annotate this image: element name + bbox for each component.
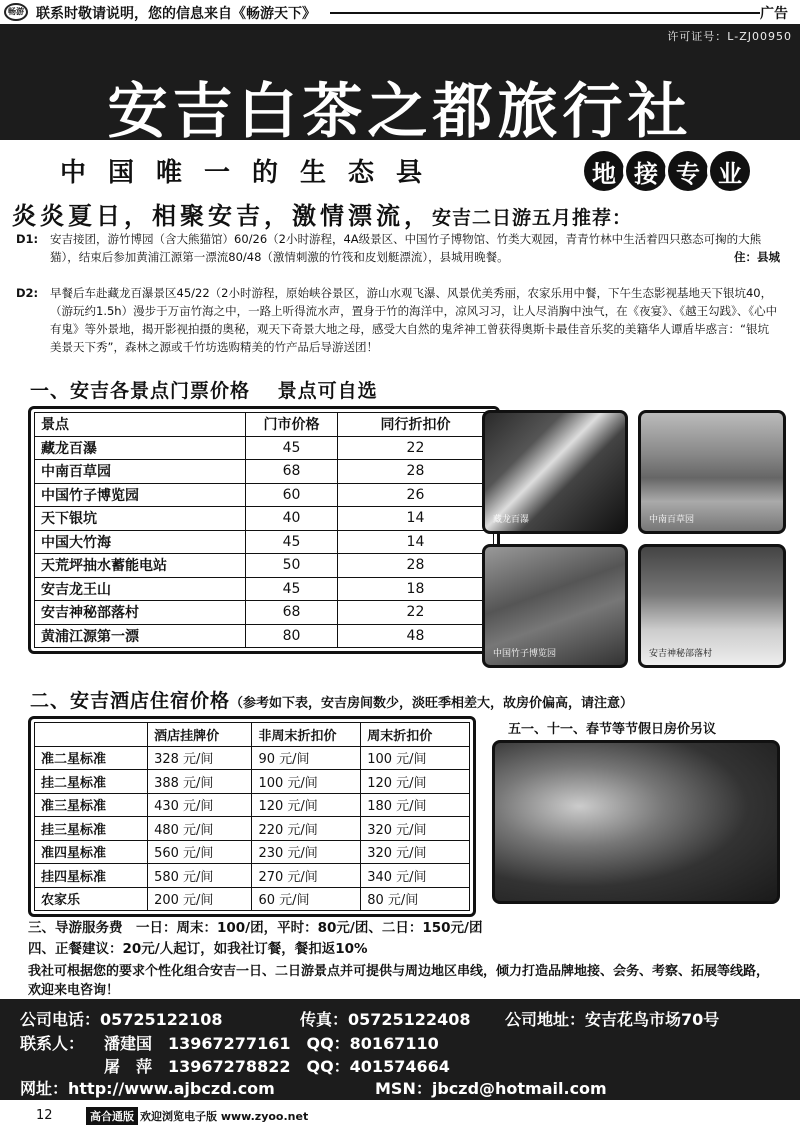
section2-note: （参考如下表，安吉房间数少，淡旺季相差大，故房价偏高，请注意） (230, 696, 634, 711)
price-cell: 200 元/间 (148, 887, 252, 911)
day2-text: 早餐后车赴藏龙百瀑景区45/22（2小时游程，原始峡谷景区，游山水观飞瀑、风景优美秀丽，农家乐用中餐，下午生态影视基地天下银坑40，（游玩约1.5h）漫步于万亩竹海之中，一路上听得流水声，置身于竹的海洋中，凉风习习，让人尽消胸中浊气，在《夜宴》、《越王勾践》、《心中有鬼》等外景地，揭开影视拍摄的奥秘，观天下奇景大地之母，感受大自然的鬼斧神工曾获得奥斯卡最佳音乐奖的美籍华人谭盾毕惑言：“银坑美景天下秀”，森林之源或千竹坊选购精美的竹产品后导游送团！ (50, 286, 778, 354)
column-header: 周末折扣价 (361, 723, 470, 747)
price-cell: 100 元/间 (252, 770, 361, 794)
price-cell: 80 (246, 624, 338, 648)
price-cell: 120 元/间 (252, 793, 361, 817)
hotel-price-table (28, 716, 476, 917)
rafting-photo (492, 740, 780, 904)
price-cell: 320 元/间 (361, 840, 470, 864)
price-cell: 388 元/间 (148, 770, 252, 794)
price-cell: 328 元/间 (148, 746, 252, 770)
day1-stay: 住：县城 (734, 250, 780, 264)
price-cell: 480 元/间 (148, 817, 252, 841)
row-label: 中国竹子博览园 (35, 483, 246, 507)
price-cell: 28 (337, 554, 493, 578)
price-cell: 18 (337, 577, 493, 601)
source-note: 联系时敬请说明，您的信息来自《畅游天下》 (36, 6, 316, 22)
price-cell: 120 元/间 (361, 770, 470, 794)
headline-sub: 安吉二日游五月推荐： (432, 207, 633, 229)
row-label: 准四星标准 (35, 840, 148, 864)
price-cell: 45 (246, 530, 338, 554)
headline-main: 炎炎夏日，相聚安吉，激情漂流， (12, 201, 432, 230)
table-row (35, 746, 470, 770)
row-label: 挂二星标准 (35, 770, 148, 794)
divider (330, 12, 760, 14)
price-cell: 68 (246, 601, 338, 625)
row-label: 挂四星标准 (35, 864, 148, 888)
price-cell: 28 (337, 460, 493, 484)
row-label: 天荒坪抽水蓄能电站 (35, 554, 246, 578)
section2-title: 二、安吉酒店住宿价格 (30, 690, 231, 712)
day2-itinerary (16, 284, 780, 356)
scenic-photo (638, 410, 786, 534)
contact-person-2: 屠 萍 13967278822 QQ：401574664 (104, 1057, 450, 1076)
day1-text: 安吉接团，游竹博园（含大熊猫馆）60/26（2小时游程，4A级景区、中国竹子博物馆、竹类大观园，青青竹林中生活着四只憨态可掬的大熊猫），结束后参加黄浦江源第一漂流80/48（激情刺激的竹筏和皮划艇漂流），县城用晚餐。 (50, 232, 762, 264)
table-row (35, 436, 494, 460)
row-label: 准二星标准 (35, 746, 148, 770)
price-cell: 40 (246, 507, 338, 531)
row-label: 农家乐 (35, 887, 148, 911)
price-cell: 60 (246, 483, 338, 507)
price-cell: 180 元/间 (361, 793, 470, 817)
table-row (35, 770, 470, 794)
agency-title: 安吉白茶之都旅行社 (107, 77, 693, 147)
license-number: 许可证号：L-ZJ00950 (667, 30, 792, 43)
column-header: 酒店挂牌价 (148, 723, 252, 747)
ebook-ad: 欢迎浏览电子版 www.zyoo.net (140, 1110, 309, 1123)
table-row (35, 601, 494, 625)
row-label: 黄浦江源第一漂 (35, 624, 246, 648)
day-label: D1: (16, 232, 39, 246)
price-cell: 90 元/间 (252, 746, 361, 770)
price-cell: 48 (337, 624, 493, 648)
price-cell: 430 元/间 (148, 793, 252, 817)
column-header: 同行折扣价 (337, 413, 493, 437)
row-label: 中国大竹海 (35, 530, 246, 554)
table-row (35, 554, 494, 578)
row-label: 安吉龙王山 (35, 577, 246, 601)
badge-char: 接 (623, 148, 669, 194)
ticket-price-table (28, 406, 500, 654)
price-cell: 45 (246, 436, 338, 460)
table-row (35, 507, 494, 531)
price-cell: 560 元/间 (148, 840, 252, 864)
page-number: 12 (36, 1108, 53, 1123)
column-header: 非周末折扣价 (252, 723, 361, 747)
magazine-logo: 畅游 (4, 3, 28, 21)
scenic-photo (638, 544, 786, 668)
section1-title: 一、安吉各景点门票价格 景点可自选 (30, 380, 378, 402)
contact-label: 联系人： (20, 1034, 85, 1053)
price-cell: 320 元/间 (361, 817, 470, 841)
table-row (35, 577, 494, 601)
price-cell: 50 (246, 554, 338, 578)
fax: 传真：05725122408 (300, 1010, 471, 1029)
contact-band (0, 999, 800, 1100)
section2-heading (30, 686, 633, 713)
slogan: 中国唯一的生态县 (60, 158, 445, 188)
row-label: 安吉神秘部落村 (35, 601, 246, 625)
price-cell: 22 (337, 601, 493, 625)
column-header (35, 723, 148, 747)
table-row (35, 887, 470, 911)
row-label: 挂三星标准 (35, 817, 148, 841)
column-header: 景点 (35, 413, 246, 437)
price-cell: 580 元/间 (148, 864, 252, 888)
photo-caption: 中南百草园 (649, 515, 695, 525)
table-row (35, 864, 470, 888)
table-row (35, 840, 470, 864)
price-cell: 220 元/间 (252, 817, 361, 841)
table-row (35, 817, 470, 841)
scenic-photo (482, 410, 628, 534)
price-cell: 340 元/间 (361, 864, 470, 888)
price-cell: 60 元/间 (252, 887, 361, 911)
column-header: 门市价格 (246, 413, 338, 437)
table-row (35, 793, 470, 817)
row-label: 藏龙百瀑 (35, 436, 246, 460)
price-cell: 45 (246, 577, 338, 601)
table-row (35, 460, 494, 484)
badge-char: 专 (665, 148, 711, 194)
day-label: D2: (16, 286, 39, 300)
price-cell: 100 元/间 (361, 746, 470, 770)
price-cell: 22 (337, 436, 493, 460)
price-cell: 68 (246, 460, 338, 484)
scenic-photo (482, 544, 628, 668)
local-specialist-badge (585, 148, 753, 194)
top-bar (0, 0, 800, 24)
contact-person-1: 潘建国 13967277161 QQ：80167110 (104, 1034, 439, 1053)
msn[interactable]: MSN：jbczd@hotmail.com (375, 1079, 607, 1098)
price-cell: 14 (337, 530, 493, 554)
badge-char: 业 (707, 148, 753, 194)
table-row (35, 624, 494, 648)
header-band (0, 24, 800, 147)
price-cell: 270 元/间 (252, 864, 361, 888)
guide-fee-line: 三、导游服务费 一日：周末：100/团，平时：80元/团、二日：150元/团 (28, 920, 483, 936)
badge-char: 地 (581, 148, 627, 194)
row-label: 中南百草园 (35, 460, 246, 484)
promo-text: 我社可根据您的要求个性化组合安吉一日、二日游景点并可提供与周边地区串线，倾力打造品牌地接、会务、考察、拓展等线路，欢迎来电咨询！ (28, 964, 770, 998)
photo-caption: 中国竹子博览园 (493, 649, 557, 659)
table-row (35, 530, 494, 554)
meal-line: 四、正餐建议：20元/人起订，如我社订餐，餐扣返10% (28, 941, 368, 957)
website[interactable]: 网址：http://www.ajbczd.com (20, 1079, 275, 1098)
price-cell: 80 元/间 (361, 887, 470, 911)
ad-label: 广告 (760, 6, 788, 22)
photo-caption: 藏龙百瀑 (493, 515, 530, 525)
company-phone: 公司电话：05725122108 (20, 1010, 223, 1029)
headline (12, 196, 632, 231)
edition-tag: 高合通版 (86, 1107, 138, 1125)
price-cell: 26 (337, 483, 493, 507)
footer (0, 1104, 800, 1127)
holiday-note: 五一、十一、春节等节假日房价另议 (508, 722, 717, 737)
company-address: 公司地址：安吉花鸟市场70号 (505, 1010, 720, 1029)
price-cell: 230 元/间 (252, 840, 361, 864)
day1-itinerary (16, 230, 780, 266)
price-cell: 14 (337, 507, 493, 531)
row-label: 准三星标准 (35, 793, 148, 817)
photo-caption: 安吉神秘部落村 (649, 649, 713, 659)
row-label: 天下银坑 (35, 507, 246, 531)
table-row (35, 483, 494, 507)
